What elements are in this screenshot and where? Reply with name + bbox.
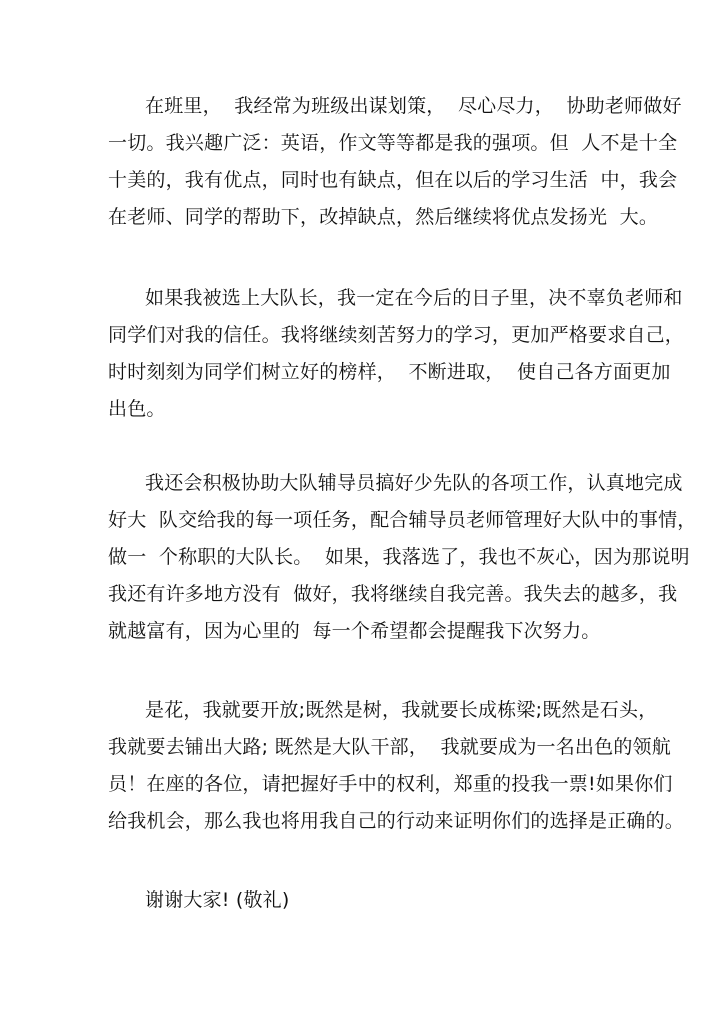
text-line: 谢谢大家! (敬礼) bbox=[145, 889, 290, 911]
text-line: 做一 个称职的大队长。 如果，我落选了，我也不灰心，因为那说明 bbox=[108, 546, 690, 568]
paragraph-class-contribution bbox=[108, 88, 682, 236]
text-line: 十美的，我有优点，同时也有缺点，但在以后的学习生活 中，我会 bbox=[108, 169, 678, 191]
text-line: 在班里， 我经常为班级出谋划策， 尽心尽力， 协助老师做好 bbox=[145, 95, 682, 117]
text-line: 在老师、同学的帮助下，改掉缺点，然后继续将优点发扬光 大。 bbox=[108, 206, 659, 228]
text-line: 是花，我就要开放;既然是树，我就要长成栋梁;既然是石头， bbox=[145, 699, 658, 721]
text-line: 就越富有，因为心里的 每一个希望都会提醒我下次努力。 bbox=[108, 620, 601, 642]
text-line: 好大 队交给我的每一项任务，配合辅导员老师管理好大队中的事情， bbox=[108, 509, 697, 531]
text-line: 我就要去铺出大路; 既然是大队干部， 我就要成为一名出色的领航 bbox=[108, 736, 671, 758]
text-line: 我还会积极协助大队辅导员搞好少先队的各项工作，认真地完成 bbox=[145, 472, 683, 494]
text-line: 我还有许多地方没有 做好，我将继续自我完善。我失去的越多，我 bbox=[108, 583, 678, 605]
text-line: 同学们对我的信任。我将继续刻苦努力的学习，更加严格要求自己， bbox=[108, 324, 685, 346]
text-line: 出色。 bbox=[108, 398, 166, 420]
paragraph-thanks bbox=[108, 882, 628, 919]
paragraph-if-elected bbox=[108, 280, 685, 428]
paragraph-closing-appeal bbox=[108, 692, 685, 840]
paragraph-assist-counselor bbox=[108, 465, 697, 650]
text-line: 一切。我兴趣广泛：英语，作文等等都是我的强项。但 人不是十全 bbox=[108, 132, 678, 154]
text-line: 如果我被选上大队长，我一定在今后的日子里，决不辜负老师和 bbox=[145, 287, 683, 309]
text-line: 时时刻刻为同学们树立好的榜样， 不断进取， 使自己各方面更加 bbox=[108, 361, 671, 383]
text-line: 给我机会，那么我也将用我自己的行动来证明你们的选择是正确的。 bbox=[108, 810, 685, 832]
text-line: 员！在座的各位，请把握好手中的权利，郑重的投我一票!如果你们 bbox=[108, 773, 673, 795]
